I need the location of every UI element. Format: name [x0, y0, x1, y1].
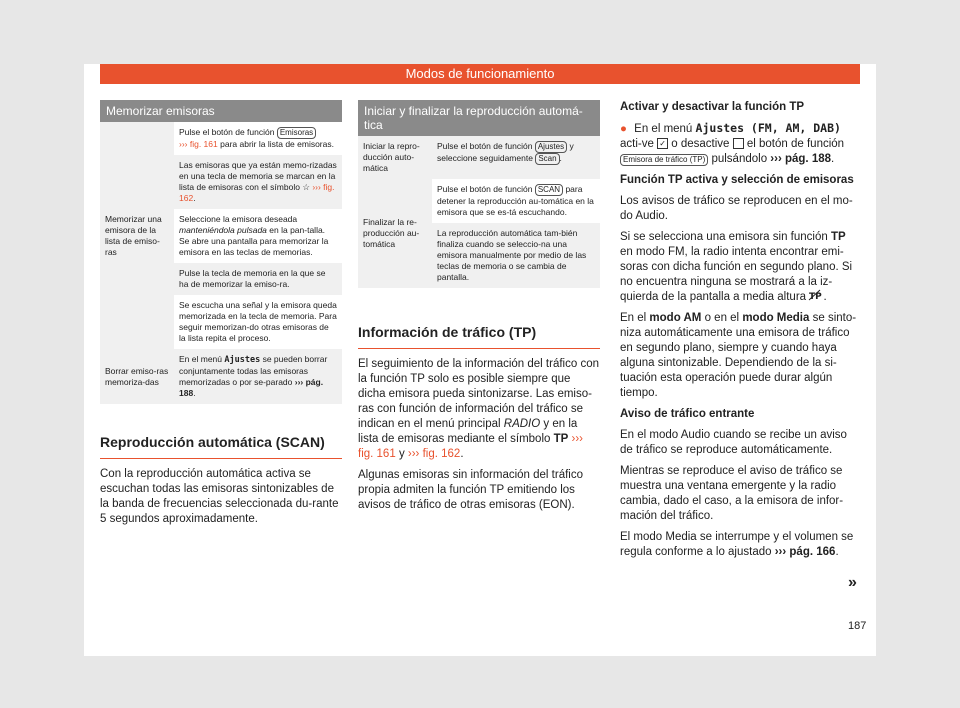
paragraph: Mientras se reproduce el aviso de tráfico se muestra una ventana emergente y la radio cambia, dado el caso, a la emisora de infor-mación del tráfico. [620, 465, 844, 522]
step-cell: Las emisoras que ya están memo-rizadas en una tecla de memoria se marcan en la lista de emisoras con el símbolo ☆ ››› fig. 162. [174, 155, 342, 209]
checked-box-icon: ✓ [657, 138, 668, 149]
text: El modo Media se interrumpe y el volumen se regula conforme a lo ajustado [620, 531, 854, 558]
paragraph: Si se selecciona una emisora sin función TP en modo FM, la radio intenta encontrar emi-soras con dicha función en segundo plano. Si no encuentra ninguna se mostrará a la iz-quierda de la pantalla a media altura TP . [620, 231, 853, 303]
heading-text: Activar y desactivar la función TP [620, 101, 805, 113]
text: Pulse el botón de función [437, 141, 533, 151]
table-memorize [100, 122, 342, 404]
text: Pulse el botón de función [437, 184, 533, 194]
row-label-delete: Borrar emiso-ras memoriza-das [100, 349, 174, 404]
text: Las emisoras que ya están memo-rizadas en una tecla de memoria se marcan en la lista de emisoras con el símbolo [179, 160, 337, 192]
no-tp-icon [809, 291, 823, 303]
text: pulsándolo [711, 153, 768, 165]
ajustes-button: Ajustes [535, 141, 567, 153]
row-label-start: Iniciar la repro-ducción auto-mática [358, 136, 432, 179]
text: en la pan-talla. Se abre una pantalla para memorizar la emisora en las teclas de memorias. [179, 225, 329, 257]
paragraph: El modo Media se interrumpe y el volumen se regula conforme a lo ajustado ››› pág. 166. [620, 531, 854, 558]
tp-button: Emisora de tráfico (TP) [620, 154, 708, 166]
paragraph: En el modo Audio cuando se recibe un aviso de tráfico se reproduce automáticamente. [620, 429, 847, 456]
text: En el [620, 312, 647, 324]
bullet-item: ● En el menú Ajustes (FM, AM, DAB) acti-ve ✓ o desactive el botón de función Emisora de tráfico (TP) pulsándolo ››› pág. 188. [620, 121, 845, 165]
page-ref: ››› pág. 188 [179, 377, 324, 398]
text: y en la lista de emisoras mediante el símbolo [358, 418, 578, 445]
text: El seguimiento de la información del tráfico con la función TP solo es posible siempre que dicha emisora pueda sintonizarse. Las emiso-ras con función de información del tráfico se indican en el menú principal [358, 358, 599, 430]
paragraph [620, 311, 860, 401]
step-cell: La reproducción automática tam-bién finaliza cuando se seleccio-na una emisora manualmente por medio de las teclas de memoria o se cambia de pantalla. [432, 223, 600, 288]
text: acti-ve [620, 138, 654, 150]
svg-text:TP: TP [809, 292, 822, 302]
column-left [100, 100, 342, 533]
scan-section-header [100, 434, 342, 459]
heading [620, 407, 860, 422]
text: y seleccione seguidamente [437, 141, 574, 163]
text: en modo FM, la radio intenta encontrar emi-soras con dicha función en segundo plano. Si no encuentra ninguna se mostrará a la iz-quierda de la pantalla a media altura [620, 246, 853, 303]
text: En el menú [634, 123, 693, 135]
step-cell: Pulse la tecla de memoria en la que se ha de memorizar la emiso-ra. [174, 263, 342, 295]
scan-body: Con la reproducción automática activa se escuchan todas las emisoras sintonizables de la banda de frecuencias seleccionada du-rante 5 segundos aproximadamente. [100, 468, 339, 525]
text: Seleccione la emisora deseada [179, 214, 298, 224]
heading [620, 173, 860, 188]
tp-symbol: TP [553, 433, 569, 445]
bullet-icon: ● [620, 123, 627, 135]
bold: modo AM [649, 312, 702, 324]
emphasis: RADIO [503, 418, 541, 430]
section-title: Reproducción automática (SCAN) [100, 434, 325, 450]
step-cell [174, 122, 342, 155]
table-scan-title: Iniciar y finalizar la reproducción automá-tica [358, 100, 600, 136]
heading-text: Aviso de tráfico entrante [620, 408, 755, 420]
step-cell [432, 179, 600, 223]
tp-body-2: Algunas emisoras sin información del tráfico propia admiten la función TP emitiendo los avisos de tráfico de otras emisoras (EON). [358, 469, 583, 511]
unchecked-box-icon [733, 138, 744, 149]
fig-ref: ››› fig. 162 [407, 448, 461, 460]
text: se sinto-niza automáticamente una emisora de tráfico en segundo plano, siempre y cuando haya alguna sintonizable. Dependiendo de la si-tuación esta operación puede durar algún tiempo. [620, 312, 857, 399]
star-icon: ☆ [302, 182, 310, 192]
text: Si se selecciona una emisora sin función [620, 231, 828, 243]
page-number: 187 [848, 620, 867, 632]
paragraph: Los avisos de tráfico se reproducen en el mo-do Audio. [620, 195, 853, 222]
column-right [620, 100, 860, 566]
menu-code: Ajustes [224, 355, 261, 365]
menu-code: Ajustes (FM, AM, DAB) [695, 121, 841, 135]
page-ref: ››› pág. 188 [770, 153, 832, 165]
text: y [398, 448, 405, 460]
continue-arrow: » [848, 574, 857, 591]
fig-ref: ››› fig. 162 [179, 182, 335, 203]
emisoras-button: Emisoras [277, 127, 316, 139]
text: para detener la reproducción au-tomática en la emisora que se es-tá escuchando. [437, 184, 594, 217]
scan-key-icon: SCAN [535, 184, 563, 196]
text: el botón de función [746, 138, 845, 150]
heading-text: Función TP activa y selección de emisoras [620, 174, 854, 186]
step-cell [174, 209, 342, 263]
text: Pulse el botón de función [179, 127, 275, 137]
column-middle [358, 100, 600, 519]
tp-symbol: TP [830, 231, 846, 243]
text: o desactive [671, 138, 730, 150]
tp-body-1: El seguimiento de la información del tráfico con la función TP solo es posible siempre que dicha emisora pueda sintonizarse. Las emiso-ras con función de información del tráfico se indican en el menú principal RADIO y en la lista de emisoras mediante el símbolo TP ››› fig. 161 y ››› fig. 162. [358, 358, 599, 460]
step-cell: En el menú Ajustes se pueden borrar conjuntamente todas las emisoras memorizadas o por se-parado ››› pág. 188. [174, 349, 342, 404]
row-label-memorize: Memorizar una emisora de la lista de emiso-ras [100, 122, 174, 349]
heading [620, 100, 860, 115]
text: o en el [704, 312, 740, 324]
emphasis: manteniéndola pulsada [179, 225, 267, 235]
page-ref: ››› pág. 166 [774, 546, 836, 558]
row-label-stop: Finalizar la re-producción au-tomática [358, 179, 432, 288]
page-header: Modos de funcionamiento [100, 64, 860, 84]
fig-ref: ››› fig. 161 [358, 433, 584, 460]
text: En el menú [179, 354, 222, 364]
scan-button: Scan [535, 153, 559, 165]
table-memorize-title: Memorizar emisoras [100, 100, 342, 122]
step-cell: Pulse el botón de función Ajustes y seleccione seguidamente Scan . [432, 136, 600, 179]
section-title: Información de tráfico (TP) [358, 324, 537, 340]
table-scan [358, 136, 600, 288]
text: para abrir la lista de emisoras. [220, 139, 334, 149]
text: se pueden borrar conjuntamente todas las emisoras memorizadas o por se-parado [179, 354, 328, 387]
step-cell: Se escucha una señal y la emisora queda memorizada en la tecla de memoria. Para seguir memorizan-do otras emisoras de la lista repita el proceso. [174, 295, 342, 349]
tp-section-header [358, 324, 600, 349]
fig-ref: ››› fig. 161 [179, 139, 218, 149]
bold: modo Media [742, 312, 810, 324]
